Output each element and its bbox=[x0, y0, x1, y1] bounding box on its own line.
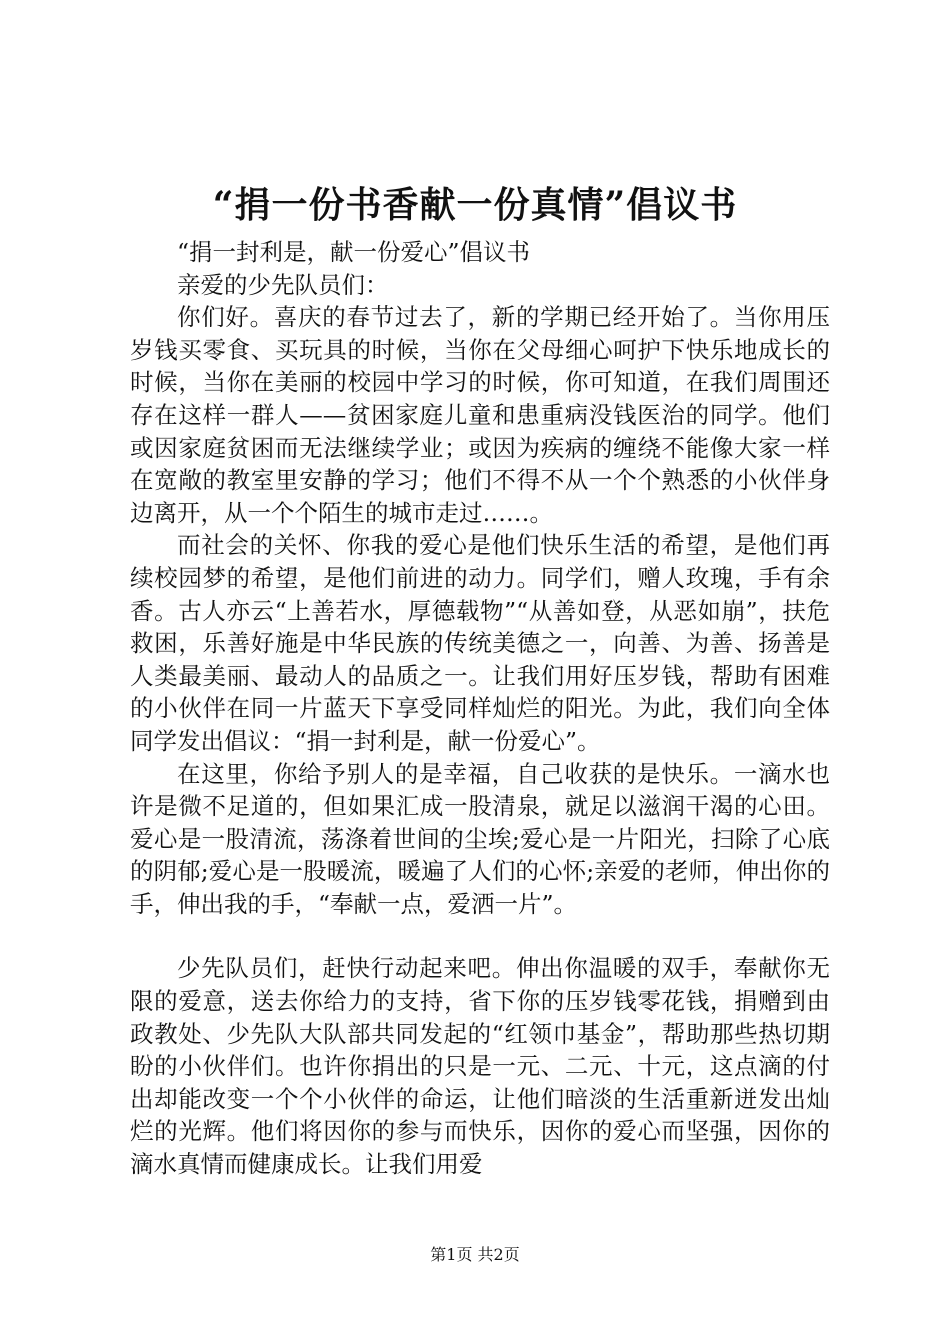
document-title: “捐一份书香献一份真情”倡议书 bbox=[212, 184, 738, 226]
subtitle-paragraph: “捐一封利是，献一份爱心”倡议书 bbox=[177, 238, 531, 266]
body-paragraph-4: 少先队员们，赶快行动起来吧。伸出你温暖的双手，奉献你无限的爱意，送去你给力的支持，省下你的压岁钱零花钱，捐赠到由政教处、少先队大队部共同发起的“红领巾基金”，帮助那些热切期盼的小伙伴们。也许你捐出的只是一元、二元、十元，这点滴的付出却能改变一个个小伙伴的命运，让他们暗淡的生活重新迸发出灿烂的光辉。他们将因你的参与而快乐，因你的爱心而坚强，因你的滴水真情而健康成长。让我们用爱 bbox=[130, 954, 830, 1179]
body-paragraph-3: 在这里，你给予别人的是幸福，自己收获的是快乐。一滴水也许是微不足道的，但如果汇成一股清泉，就足以滋润干渴的心田。爱心是一股清流，荡涤着世间的尘埃;爱心是一片阳光，扫除了心底的阴郁;爱心是一股暖流，暖遍了人们的心怀;亲爱的老师，伸出你的手，伸出我的手，“奉献一点，爱洒一片”。 bbox=[130, 759, 830, 918]
body-paragraph-2: 而社会的关怀、你我的爱心是他们快乐生活的希望，是他们再续校园梦的希望，是他们前进的动力。同学们，赠人玫瑰，手有余香。古人亦云“上善若水，厚德载物”“从善如登，从恶如崩”，扶危救困，乐善好施是中华民族的传统美德之一，向善、为善、扬善是人类最美丽、最动人的品质之一。让我们用好压岁钱，帮助有困难的小伙伴在同一片蓝天下享受同样灿烂的阳光。为此，我们向全体同学发出倡议：“捐一封利是，献一份爱心”。 bbox=[130, 531, 830, 755]
document-body bbox=[130, 236, 830, 1181]
salutation-paragraph: 亲爱的少先队员们： bbox=[177, 270, 389, 299]
page-footer: 第1页 共2页 bbox=[430, 1245, 520, 1264]
body-paragraph-1: 你们好。喜庆的春节过去了，新的学期已经开始了。当你用压岁钱买零食、买玩具的时候，当你在父母细心呵护下快乐地成长的时候，当你在美丽的校园中学习的时候，你可知道，在我们周围还存在这样一群人——贫困家庭儿童和患重病没钱医治的同学。他们或因家庭贫困而无法继续学业；或因为疾病的缠绕不能像大家一样在宽敞的教室里安静的学习；他们不得不从一个个熟悉的小伙伴身边离开，从一个个陌生的城市走过……。 bbox=[130, 303, 830, 527]
